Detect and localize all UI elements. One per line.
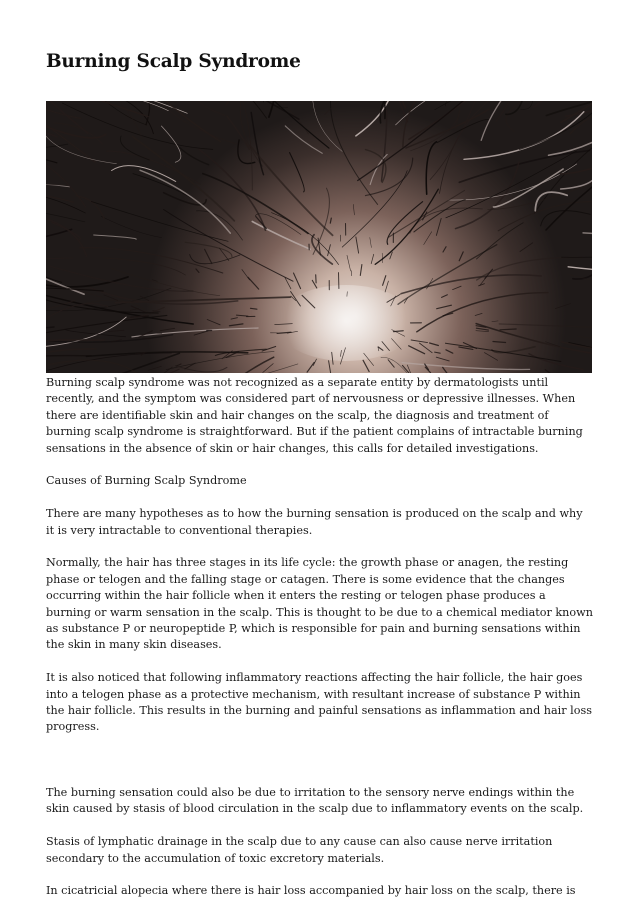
paragraph-cicatricial: In cicatricial alopecia where there is hair loss accompanied by hair loss on the scalp, there is — [46, 883, 594, 899]
scalp-photo-icon — [46, 101, 592, 373]
blank-spacer — [46, 752, 594, 768]
scalp-photo — [46, 101, 592, 373]
page-title: Burning Scalp Syndrome — [46, 50, 301, 74]
paragraph-hypotheses: There are many hypotheses as to how the burning sensation is produced on the scalp and why it is very intractable to conventional therapies. — [46, 506, 594, 539]
paragraph-intro: Burning scalp syndrome was not recognized as a separate entity by dermatologists until recently, and the symptom was considered part of nervousness or depressive illnesses. When there are identifiable skin and hair changes on the scalp, the diagnosis and treatment of burning scalp syndrome is straightforward. But if the patient complains of intractable burning sensations in the absence of skin or hair changes, this calls for detailed investigations. — [46, 375, 594, 457]
paragraph-hair-cycle: Normally, the hair has three stages in its life cycle: the growth phase or anagen, the resting phase or telogen and the falling stage or catagen. There is some evidence that the changes occurring within the hair follicle when it enters the resting or telogen phase produces a burning or warm sensation in the scalp. This is thought to be due to a chemical mediator known as substance P or neuropeptide P, which is responsible for pain and burning sensations within the skin in many skin diseases. — [46, 555, 594, 653]
paragraph-lymphatic: Stasis of lymphatic drainage in the scalp due to any cause can also cause nerve irritation secondary to the accumulation of toxic excretory materials. — [46, 834, 594, 867]
hair-stubble — [500, 329, 516, 330]
paragraph-inflammation: It is also noticed that following inflammatory reactions affecting the hair follicle, the hair goes into a telogen phase as a protective mechanism, with resultant increase of substance P within the hair follicle. This results in the burning and painful sensations as inflammation and hair loss progress. — [46, 670, 594, 736]
section-heading-causes: Causes of Burning Scalp Syndrome — [46, 473, 594, 489]
paragraph-circulation: The burning sensation could also be due to irritation to the sensory nerve endings within the skin caused by stasis of blood circulation in the scalp due to inflammatory events on the scalp. — [46, 785, 594, 818]
article-body — [46, 375, 594, 916]
